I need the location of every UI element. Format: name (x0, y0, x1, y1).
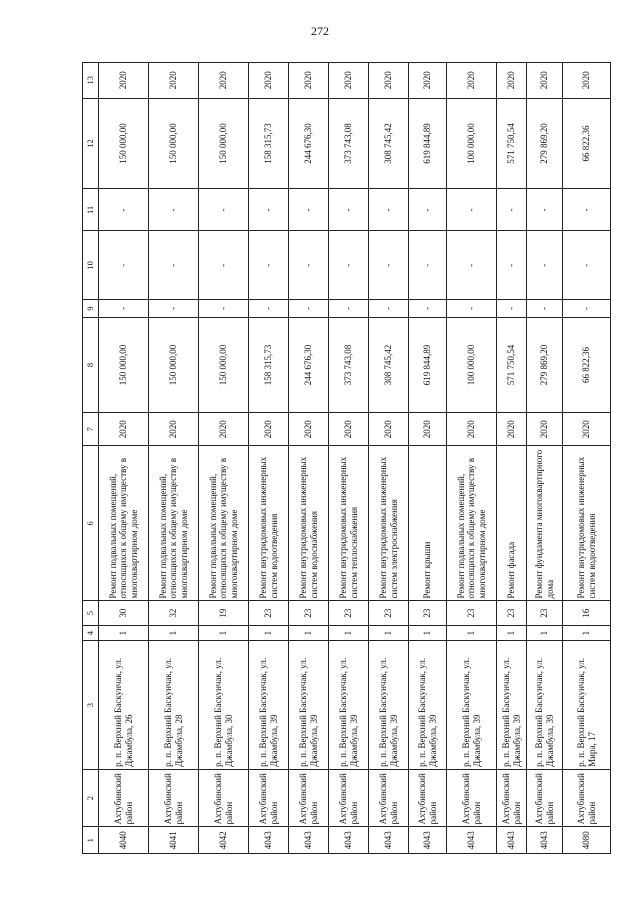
total-cost-cell: 308 745,42 (369, 98, 409, 189)
table-row (369, 63, 409, 854)
column-11-cell: - (527, 189, 563, 231)
column-9-cell: - (99, 300, 149, 318)
column-4-cell: 1 (409, 625, 447, 641)
row-id-cell: 4040 (99, 827, 149, 854)
column-9-cell: - (289, 300, 329, 318)
work-type-cell: Ремонт внутридомовых инженерных систем водоотведения (563, 446, 611, 601)
district-cell: Ахтубинский район (497, 769, 527, 827)
column-4-cell: 1 (289, 625, 329, 641)
cost-cell: 100 000,00 (447, 317, 497, 412)
column-9-cell: - (329, 300, 369, 318)
year-cell: 2020 (447, 413, 497, 446)
column-9-cell: - (149, 300, 199, 318)
completion-year-cell: 2020 (149, 63, 199, 99)
row-id-cell: 4043 (249, 827, 289, 854)
work-type-cell: Ремонт подвальных помещений, относящихся к общему имуществу в многоквартирном доме (149, 446, 199, 601)
column-4-cell: 1 (249, 625, 289, 641)
cost-cell: 150 000,00 (199, 317, 249, 412)
column-number-cell: 10 (83, 231, 99, 300)
column-10-cell: - (289, 231, 329, 300)
cost-cell: 571 750,54 (497, 317, 527, 412)
work-type-cell: Ремонт фундамента многоквартирного дома (527, 446, 563, 601)
column-11-cell: - (249, 189, 289, 231)
column-number-cell: 11 (83, 189, 99, 231)
year-cell: 2020 (289, 413, 329, 446)
column-4-cell: 1 (563, 625, 611, 641)
column-9-cell: - (527, 300, 563, 318)
column-11-cell: - (447, 189, 497, 231)
column-4-cell: 1 (199, 625, 249, 641)
row-id-cell: 4043 (329, 827, 369, 854)
apartments-cell: 23 (369, 601, 409, 625)
column-4-cell: 1 (149, 625, 199, 641)
row-id-cell: 4043 (527, 827, 563, 854)
address-cell: р. п. Верхний Баскунчак, ул. Джамбула, 30 (199, 641, 249, 770)
column-11-cell: - (199, 189, 249, 231)
work-type-cell: Ремонт подвальных помещений, относящихся к общему имуществу в многоквартирном доме (199, 446, 249, 601)
address-cell: р. п. Верхний Баскунчак, ул. Джамбула, 39 (289, 641, 329, 770)
column-10-cell: - (369, 231, 409, 300)
column-11-cell: - (497, 189, 527, 231)
work-type-cell: Ремонт крыши (409, 446, 447, 601)
total-cost-cell: 571 750,54 (497, 98, 527, 189)
column-10-cell: - (527, 231, 563, 300)
column-4-cell: 1 (99, 625, 149, 641)
column-number-row (83, 63, 99, 854)
column-9-cell: - (563, 300, 611, 318)
district-cell: Ахтубинский район (289, 769, 329, 827)
year-cell: 2020 (329, 413, 369, 446)
completion-year-cell: 2020 (289, 63, 329, 99)
page-number: 272 (311, 24, 329, 38)
work-type-cell: Ремонт внутридомовых инженерных систем водоотведения (249, 446, 289, 601)
work-type-cell: Ремонт фасада (497, 446, 527, 601)
year-cell: 2020 (409, 413, 447, 446)
table-row (447, 63, 497, 854)
address-cell: р. п. Верхний Баскунчак, ул. Джамбула, 26 (99, 641, 149, 770)
apartments-cell: 23 (409, 601, 447, 625)
column-number-cell: 12 (83, 98, 99, 189)
year-cell: 2020 (497, 413, 527, 446)
column-9-cell: - (409, 300, 447, 318)
table-row (563, 63, 611, 854)
work-type-cell: Ремонт подвальных помещений, относящихся к общему имуществу в многоквартирном доме (99, 446, 149, 601)
row-id-cell: 4043 (369, 827, 409, 854)
apartments-cell: 30 (99, 601, 149, 625)
total-cost-cell: 279 869,20 (527, 98, 563, 189)
column-10-cell: - (329, 231, 369, 300)
table-row (527, 63, 563, 854)
row-id-cell: 4043 (497, 827, 527, 854)
column-10-cell: - (199, 231, 249, 300)
total-cost-cell: 373 743,08 (329, 98, 369, 189)
cost-cell: 308 745,42 (369, 317, 409, 412)
column-10-cell: - (409, 231, 447, 300)
completion-year-cell: 2020 (563, 63, 611, 99)
table-row (497, 63, 527, 854)
column-number-cell: 6 (83, 446, 99, 601)
column-9-cell: - (249, 300, 289, 318)
column-10-cell: - (563, 231, 611, 300)
apartments-cell: 23 (249, 601, 289, 625)
column-4-cell: 1 (369, 625, 409, 641)
column-11-cell: - (369, 189, 409, 231)
completion-year-cell: 2020 (199, 63, 249, 99)
table-row (149, 63, 199, 854)
apartments-cell: 23 (497, 601, 527, 625)
column-11-cell: - (329, 189, 369, 231)
address-cell: р. п. Верхний Баскунчак, ул. Джамбула, 39 (497, 641, 527, 770)
row-id-cell: 4080 (563, 827, 611, 854)
work-type-cell: Ремонт внутридомовых инженерных систем электроснабжения (369, 446, 409, 601)
column-number-cell: 1 (83, 827, 99, 854)
column-11-cell: - (149, 189, 199, 231)
year-cell: 2020 (563, 413, 611, 446)
work-type-cell: Ремонт внутридомовых инженерных систем теплоснабжения (329, 446, 369, 601)
column-10-cell: - (149, 231, 199, 300)
column-4-cell: 1 (329, 625, 369, 641)
column-number-cell: 5 (83, 601, 99, 625)
row-id-cell: 4043 (289, 827, 329, 854)
year-cell: 2020 (527, 413, 563, 446)
apartments-cell: 23 (329, 601, 369, 625)
cost-cell: 244 676,30 (289, 317, 329, 412)
total-cost-cell: 619 844,89 (409, 98, 447, 189)
apartments-cell: 23 (527, 601, 563, 625)
column-11-cell: - (563, 189, 611, 231)
district-cell: Ахтубинский район (99, 769, 149, 827)
cost-cell: 373 743,08 (329, 317, 369, 412)
total-cost-cell: 244 676,30 (289, 98, 329, 189)
column-number-cell: 2 (83, 769, 99, 827)
column-10-cell: - (497, 231, 527, 300)
address-cell: р. п. Верхний Баскунчак, ул. Джамбула, 39 (409, 641, 447, 770)
completion-year-cell: 2020 (409, 63, 447, 99)
year-cell: 2020 (249, 413, 289, 446)
column-10-cell: - (447, 231, 497, 300)
column-4-cell: 1 (447, 625, 497, 641)
address-cell: р. п. Верхний Баскунчак, ул. Джамбула, 39 (447, 641, 497, 770)
completion-year-cell: 2020 (249, 63, 289, 99)
apartments-cell: 23 (289, 601, 329, 625)
column-10-cell: - (249, 231, 289, 300)
table-row (329, 63, 369, 854)
row-id-cell: 4042 (199, 827, 249, 854)
district-cell: Ахтубинский район (563, 769, 611, 827)
row-id-cell: 4043 (447, 827, 497, 854)
district-cell: Ахтубинский район (447, 769, 497, 827)
capital-repair-table (82, 62, 611, 854)
document-page (82, 62, 597, 854)
row-id-cell: 4043 (409, 827, 447, 854)
table-row (99, 63, 149, 854)
column-number-cell: 4 (83, 625, 99, 641)
cost-cell: 150 000,00 (99, 317, 149, 412)
address-cell: р. п. Верхний Баскунчак, ул. Джамбула, 39 (329, 641, 369, 770)
address-cell: р. п. Верхний Баскунчак, ул. Джамбула, 39 (369, 641, 409, 770)
row-id-cell: 4041 (149, 827, 199, 854)
year-cell: 2020 (199, 413, 249, 446)
district-cell: Ахтубинский район (369, 769, 409, 827)
column-9-cell: - (497, 300, 527, 318)
total-cost-cell: 66 822,36 (563, 98, 611, 189)
completion-year-cell: 2020 (369, 63, 409, 99)
cost-cell: 619 844,89 (409, 317, 447, 412)
completion-year-cell: 2020 (329, 63, 369, 99)
column-number-cell: 9 (83, 300, 99, 318)
address-cell: р. п. Верхний Баскунчак, ул. Мира, 17 (563, 641, 611, 770)
address-cell: р. п. Верхний Баскунчак, ул. Джамбула, 39 (527, 641, 563, 770)
district-cell: Ахтубинский район (199, 769, 249, 827)
total-cost-cell: 150 000,00 (99, 98, 149, 189)
table-row (199, 63, 249, 854)
column-10-cell: - (99, 231, 149, 300)
column-11-cell: - (409, 189, 447, 231)
column-11-cell: - (99, 189, 149, 231)
table-row (289, 63, 329, 854)
district-cell: Ахтубинский район (409, 769, 447, 827)
column-number-cell: 7 (83, 413, 99, 446)
total-cost-cell: 158 315,73 (249, 98, 289, 189)
total-cost-cell: 100 000,00 (447, 98, 497, 189)
cost-cell: 150 000,00 (149, 317, 199, 412)
cost-cell: 279 869,20 (527, 317, 563, 412)
completion-year-cell: 2020 (527, 63, 563, 99)
apartments-cell: 23 (447, 601, 497, 625)
cost-cell: 66 822,36 (563, 317, 611, 412)
column-9-cell: - (199, 300, 249, 318)
apartments-cell: 19 (199, 601, 249, 625)
address-cell: р. п. Верхний Баскунчак, ул. Джамбула, 28 (149, 641, 199, 770)
cost-cell: 158 315,73 (249, 317, 289, 412)
year-cell: 2020 (369, 413, 409, 446)
apartments-cell: 16 (563, 601, 611, 625)
district-cell: Ахтубинский район (249, 769, 289, 827)
completion-year-cell: 2020 (99, 63, 149, 99)
column-number-cell: 13 (83, 63, 99, 99)
column-4-cell: 1 (527, 625, 563, 641)
column-11-cell: - (289, 189, 329, 231)
table-row (409, 63, 447, 854)
total-cost-cell: 150 000,00 (199, 98, 249, 189)
year-cell: 2020 (99, 413, 149, 446)
year-cell: 2020 (149, 413, 199, 446)
district-cell: Ахтубинский район (527, 769, 563, 827)
table-row (249, 63, 289, 854)
completion-year-cell: 2020 (447, 63, 497, 99)
column-9-cell: - (369, 300, 409, 318)
work-type-cell: Ремонт внутридомовых инженерных систем водоснабжения (289, 446, 329, 601)
column-number-cell: 8 (83, 317, 99, 412)
column-number-cell: 3 (83, 641, 99, 770)
district-cell: Ахтубинский район (329, 769, 369, 827)
apartments-cell: 32 (149, 601, 199, 625)
district-cell: Ахтубинский район (149, 769, 199, 827)
column-9-cell: - (447, 300, 497, 318)
total-cost-cell: 150 000,00 (149, 98, 199, 189)
work-type-cell: Ремонт подвальных помещений, относящихся к общему имуществу в многоквартирном доме (447, 446, 497, 601)
column-4-cell: 1 (497, 625, 527, 641)
completion-year-cell: 2020 (497, 63, 527, 99)
address-cell: р. п. Верхний Баскунчак, ул. Джамбула, 39 (249, 641, 289, 770)
